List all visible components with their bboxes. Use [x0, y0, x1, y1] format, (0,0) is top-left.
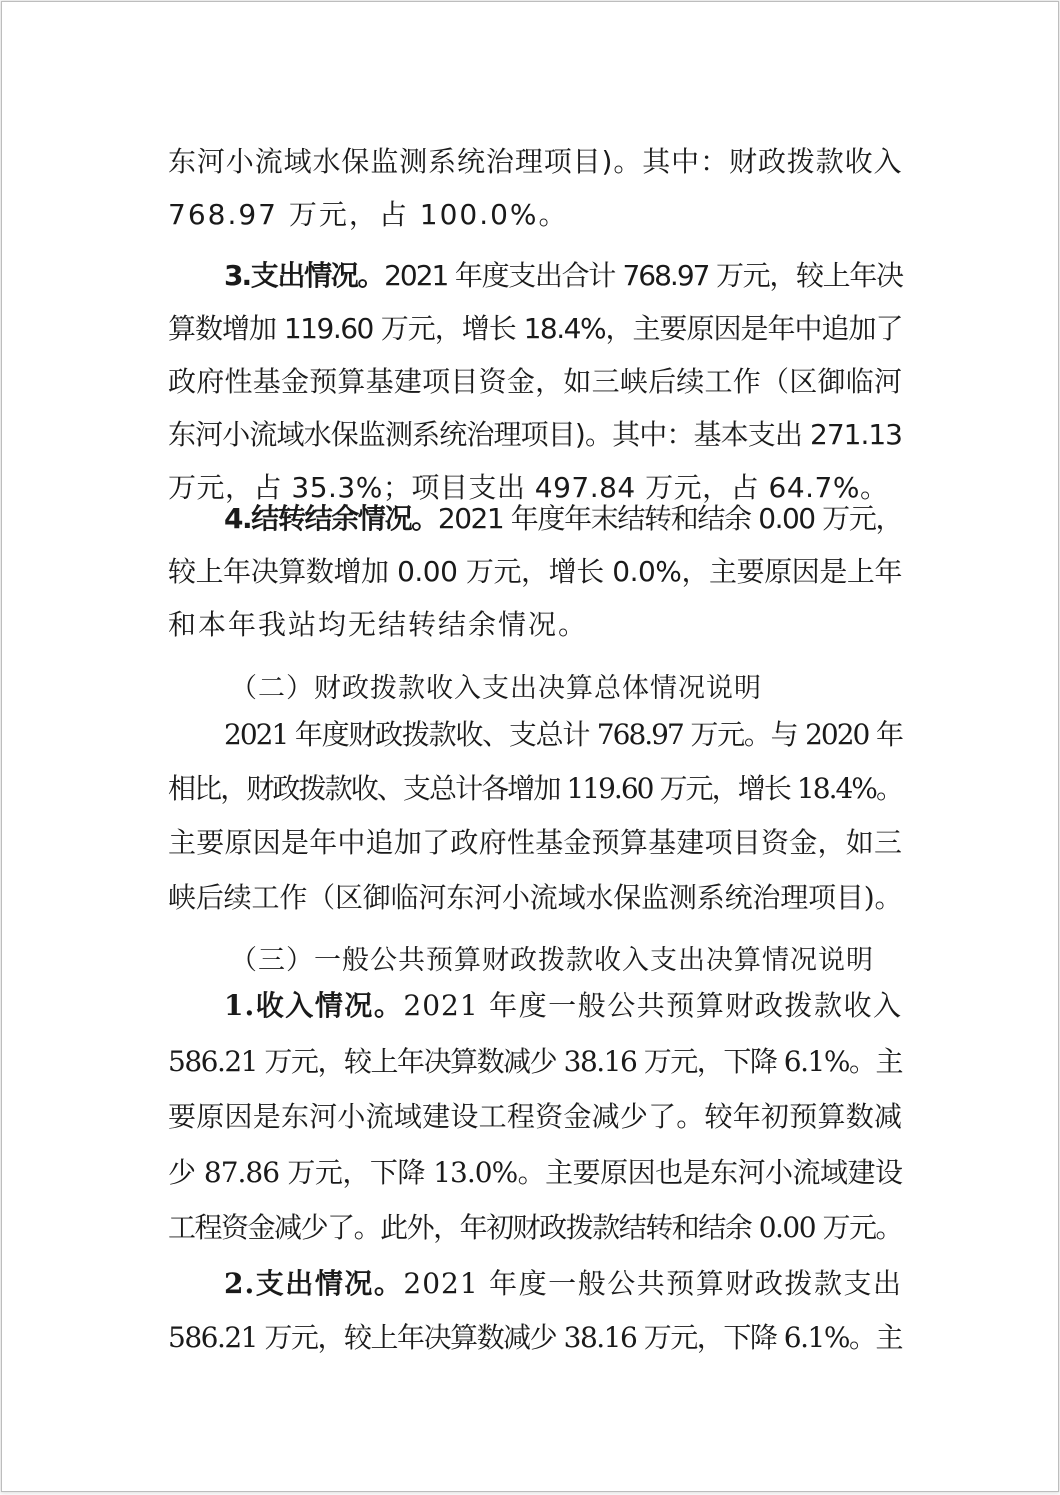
text-line: 2.支出情况。2021 年度一般公共预算财政拨款支出 [224, 1267, 902, 1300]
text-line: 要原因是东河小流域建设工程资金减少了。较年初预算数减 [168, 1100, 902, 1133]
text-line: 相比，财政拨款收、支总计各增加 119.60 万元，增长 18.4%。 [168, 772, 902, 805]
text-line: 3.支出情况。2021 年度支出合计 768.97 万元，较上年决 [224, 259, 902, 292]
section-heading: （三）一般公共预算财政拨款收入支出决算情况说明 [230, 945, 874, 976]
text-line: 主要原因是年中追加了政府性基金预算基建项目资金，如三 [168, 826, 902, 859]
section-lead: 1.收入情况。 [224, 989, 404, 1022]
text-line: 2021 年度财政拨款收、支总计 768.97 万元。与 2020 年 [224, 718, 902, 751]
section-heading: （二）财政拨款收入支出决算总体情况说明 [230, 673, 762, 704]
text-line: 万元，占 35.3%；项目支出 497.84 万元，占 64.7%。 [168, 471, 889, 504]
text-line: 586.21 万元，较上年决算数减少 38.16 万元，下降 6.1%。主 [168, 1045, 902, 1078]
document-page [2, 2, 1058, 1491]
text-line: 较上年决算数增加 0.00 万元，增长 0.0%，主要原因是上年 [168, 555, 902, 588]
text-line: 586.21 万元，较上年决算数减少 38.16 万元，下降 6.1%。主 [168, 1321, 902, 1354]
text-line: 政府性基金预算基建项目资金，如三峡后续工作（区御临河 [168, 365, 902, 398]
text-line: 768.97 万元，占 100.0%。 [168, 198, 569, 231]
text-line: 工程资金减少了。此外，年初财政拨款结转和结余 0.00 万元。 [168, 1211, 902, 1244]
text-line: 算数增加 119.60 万元，增长 18.4%，主要原因是年中追加了 [168, 312, 902, 345]
text-line: 峡后续工作（区御临河东河小流域水保监测系统治理项目)。 [168, 881, 902, 914]
text-line: 东河小流域水保监测系统治理项目)。其中：财政拨款收入 [168, 145, 902, 178]
section-lead: 2.支出情况。 [224, 1267, 404, 1300]
section-lead: 4.结转结余情况。 [224, 502, 438, 535]
text-line: 和本年我站均无结转结余情况。 [168, 608, 589, 641]
text-line: 少 87.86 万元，下降 13.0%。主要原因也是东河小流域建设 [168, 1156, 902, 1189]
text-line: 东河小流域水保监测系统治理项目)。其中：基本支出 271.13 [168, 418, 902, 451]
text-line: 4.结转结余情况。2021 年度年末结转和结余 0.00 万元， [224, 502, 902, 535]
text-line: 1.收入情况。2021 年度一般公共预算财政拨款收入 [224, 989, 902, 1022]
section-lead: 3.支出情况。 [224, 259, 385, 292]
